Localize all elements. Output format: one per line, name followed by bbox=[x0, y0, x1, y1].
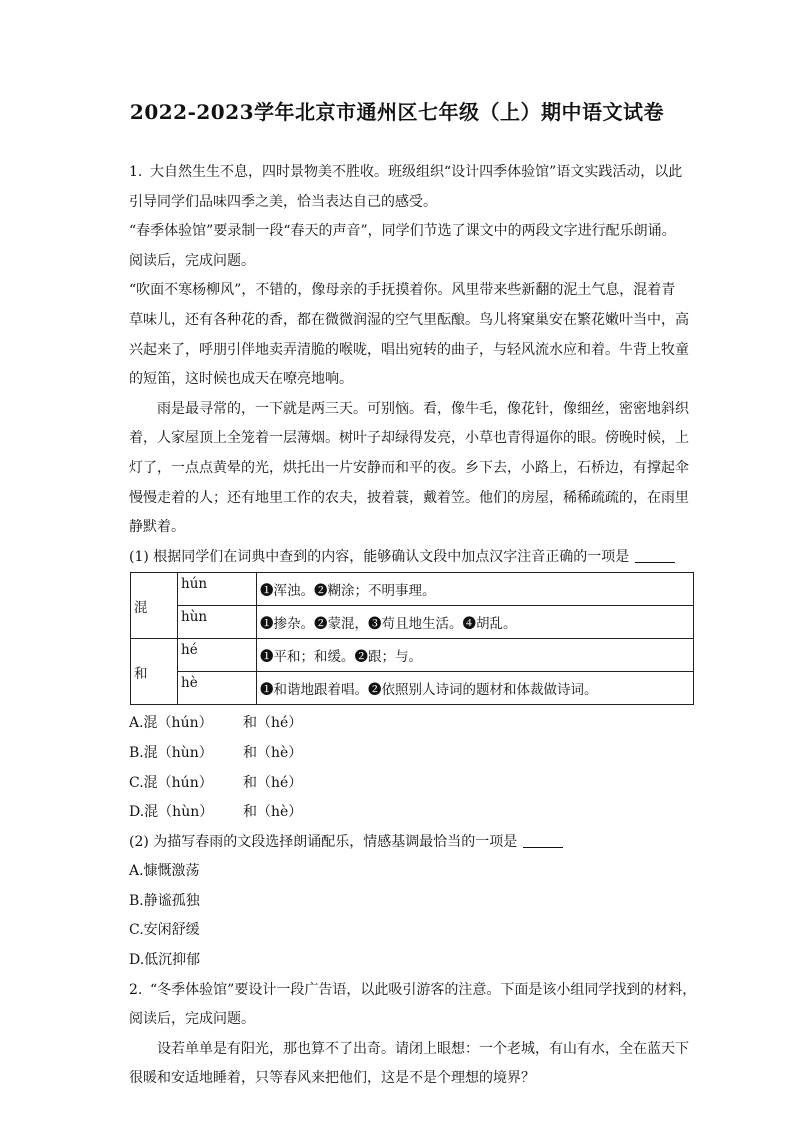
table-pinyin-cell: hún bbox=[178, 573, 257, 606]
q1-passage-line: “吹面不寒杨柳风”，不错的，像母亲的手抚摸着你。风里带来些新翻的泥土气息，混着青 bbox=[129, 282, 676, 299]
q1-number: 1. bbox=[129, 164, 143, 180]
q1-rain-line: 雨是最寻常的，一下就是两三天。可别恼。看，像牛毛，像花针，像细丝，密密地斜织 bbox=[157, 400, 689, 417]
q2-text: “冬季体验馆”要设计一段广告语，以此吸引游客的注意。下面是该小组同学找到的材料， bbox=[150, 981, 697, 998]
table-char-cell: 和 bbox=[131, 639, 178, 705]
option-a[interactable] bbox=[129, 709, 697, 739]
option-a-char: A.混（hún） bbox=[129, 715, 213, 732]
q1-line: “春季体验馆”要录制一段“春天的声音”，同学们节选了课文中的两段文字进行配乐朗诵。 bbox=[129, 223, 676, 240]
exam-title: 2022-2023学年北京市通州区七年级（上）期中语文试卷 bbox=[129, 100, 665, 124]
sub2-prompt: (2) 为描写春雨的文段选择朗诵配乐，情感基调最恰当的一项是 bbox=[129, 833, 518, 850]
option-c-he: 和（hé） bbox=[243, 774, 303, 791]
q1-line bbox=[129, 158, 697, 188]
option-b-he: 和（hè） bbox=[243, 744, 303, 761]
table-row bbox=[131, 639, 694, 672]
dictionary-table bbox=[130, 572, 694, 705]
q2-line: 阅读后，完成问题。 bbox=[129, 1011, 255, 1028]
q1-rain-line: 灯了，一点点黄晕的光，烘托出一片安静而和平的夜。乡下去，小路上，石桥边，有撑起伞 bbox=[129, 459, 689, 476]
table-meaning-cell: ❶掺杂。❷蒙混，❸苟且地生活。❹胡乱。 bbox=[257, 606, 694, 639]
table-meaning-cell: ❶和谐地跟着唱。❷依照别人诗词的题材和体裁做诗词。 bbox=[257, 672, 694, 705]
option-a[interactable]: A.慷慨激荡 bbox=[129, 863, 200, 880]
q1-line: 阅读后，完成问题。 bbox=[129, 252, 255, 269]
table-meaning-cell: ❶平和；和缓。❷跟；与。 bbox=[257, 639, 694, 672]
table-pinyin-cell: hé bbox=[178, 639, 257, 672]
option-b[interactable] bbox=[129, 739, 697, 769]
table-pinyin-cell: hùn bbox=[178, 606, 257, 639]
option-d[interactable]: D.低沉抑郁 bbox=[129, 952, 201, 969]
q1-line: 引导同学们品味四季之美，恰当表达自己的感受。 bbox=[129, 193, 437, 210]
answer-blank[interactable] bbox=[523, 833, 563, 848]
exam-content bbox=[129, 158, 697, 1094]
q2-line bbox=[129, 976, 697, 1006]
option-c[interactable]: C.安闲舒缓 bbox=[129, 922, 200, 939]
table-row bbox=[131, 606, 694, 639]
q1-passage-line: 的短笛，这时候也成天在嘹亮地响。 bbox=[129, 371, 353, 388]
sub2-prompt-line bbox=[129, 828, 697, 858]
q1-rain-line: 着，人家屋顶上全笼着一层薄烟。树叶子却绿得发亮，小草也青得逼你的眼。傍晚时候，上 bbox=[129, 430, 689, 447]
table-char-cell: 混 bbox=[131, 573, 178, 639]
table-meaning-cell: ❶浑浊。❷糊涂；不明事理。 bbox=[257, 573, 694, 606]
option-c-char: C.混（hún） bbox=[129, 774, 213, 791]
option-d-char: D.混（hùn） bbox=[129, 804, 214, 821]
option-d[interactable] bbox=[129, 798, 697, 828]
sub1-prompt: (1) 根据同学们在词典中查到的内容，能够确认文段中加点汉字注音正确的一项是 bbox=[129, 548, 630, 565]
q1-text: 大自然生生不息，四时景物美不胜收。班级组织“设计四季体验馆”语文实践活动，以此 bbox=[150, 164, 683, 180]
q2-number: 2. bbox=[129, 981, 143, 998]
table-pinyin-cell: hè bbox=[178, 672, 257, 705]
option-a-he: 和（hé） bbox=[243, 715, 303, 732]
option-b[interactable]: B.静谧孤独 bbox=[129, 892, 200, 909]
q1-passage-line: 兴起来了，呼朋引伴地卖弄清脆的喉咙，唱出宛转的曲子，与轻风流水应和着。牛背上牧童 bbox=[129, 341, 689, 358]
option-b-char: B.混（hùn） bbox=[129, 744, 213, 761]
q1-rain-line: 慢慢走着的人；还有地里工作的农夫，披着蓑，戴着笠。他们的房屋，稀稀疏疏的，在雨里 bbox=[129, 489, 689, 506]
sub1-prompt-line bbox=[129, 543, 697, 573]
q1-passage-line: 草味儿，还有各种花的香，都在微微润湿的空气里酝酿。鸟儿将窠巢安在繁花嫩叶当中，高 bbox=[129, 311, 689, 328]
q2-passage-line: 设若单单是有阳光，那也算不了出奇。请闭上眼想：一个老城，有山有水，全在蓝天下 bbox=[157, 1040, 689, 1057]
option-d-he: 和（hè） bbox=[243, 804, 303, 821]
table-row bbox=[131, 672, 694, 705]
q2-passage-line: 很暖和安适地睡着，只等春风来把他们，这是不是个理想的境界？ bbox=[129, 1070, 535, 1087]
option-c[interactable] bbox=[129, 769, 697, 799]
q1-rain-line: 静默着。 bbox=[129, 519, 185, 536]
answer-blank[interactable] bbox=[635, 548, 675, 563]
table-row bbox=[131, 573, 694, 606]
